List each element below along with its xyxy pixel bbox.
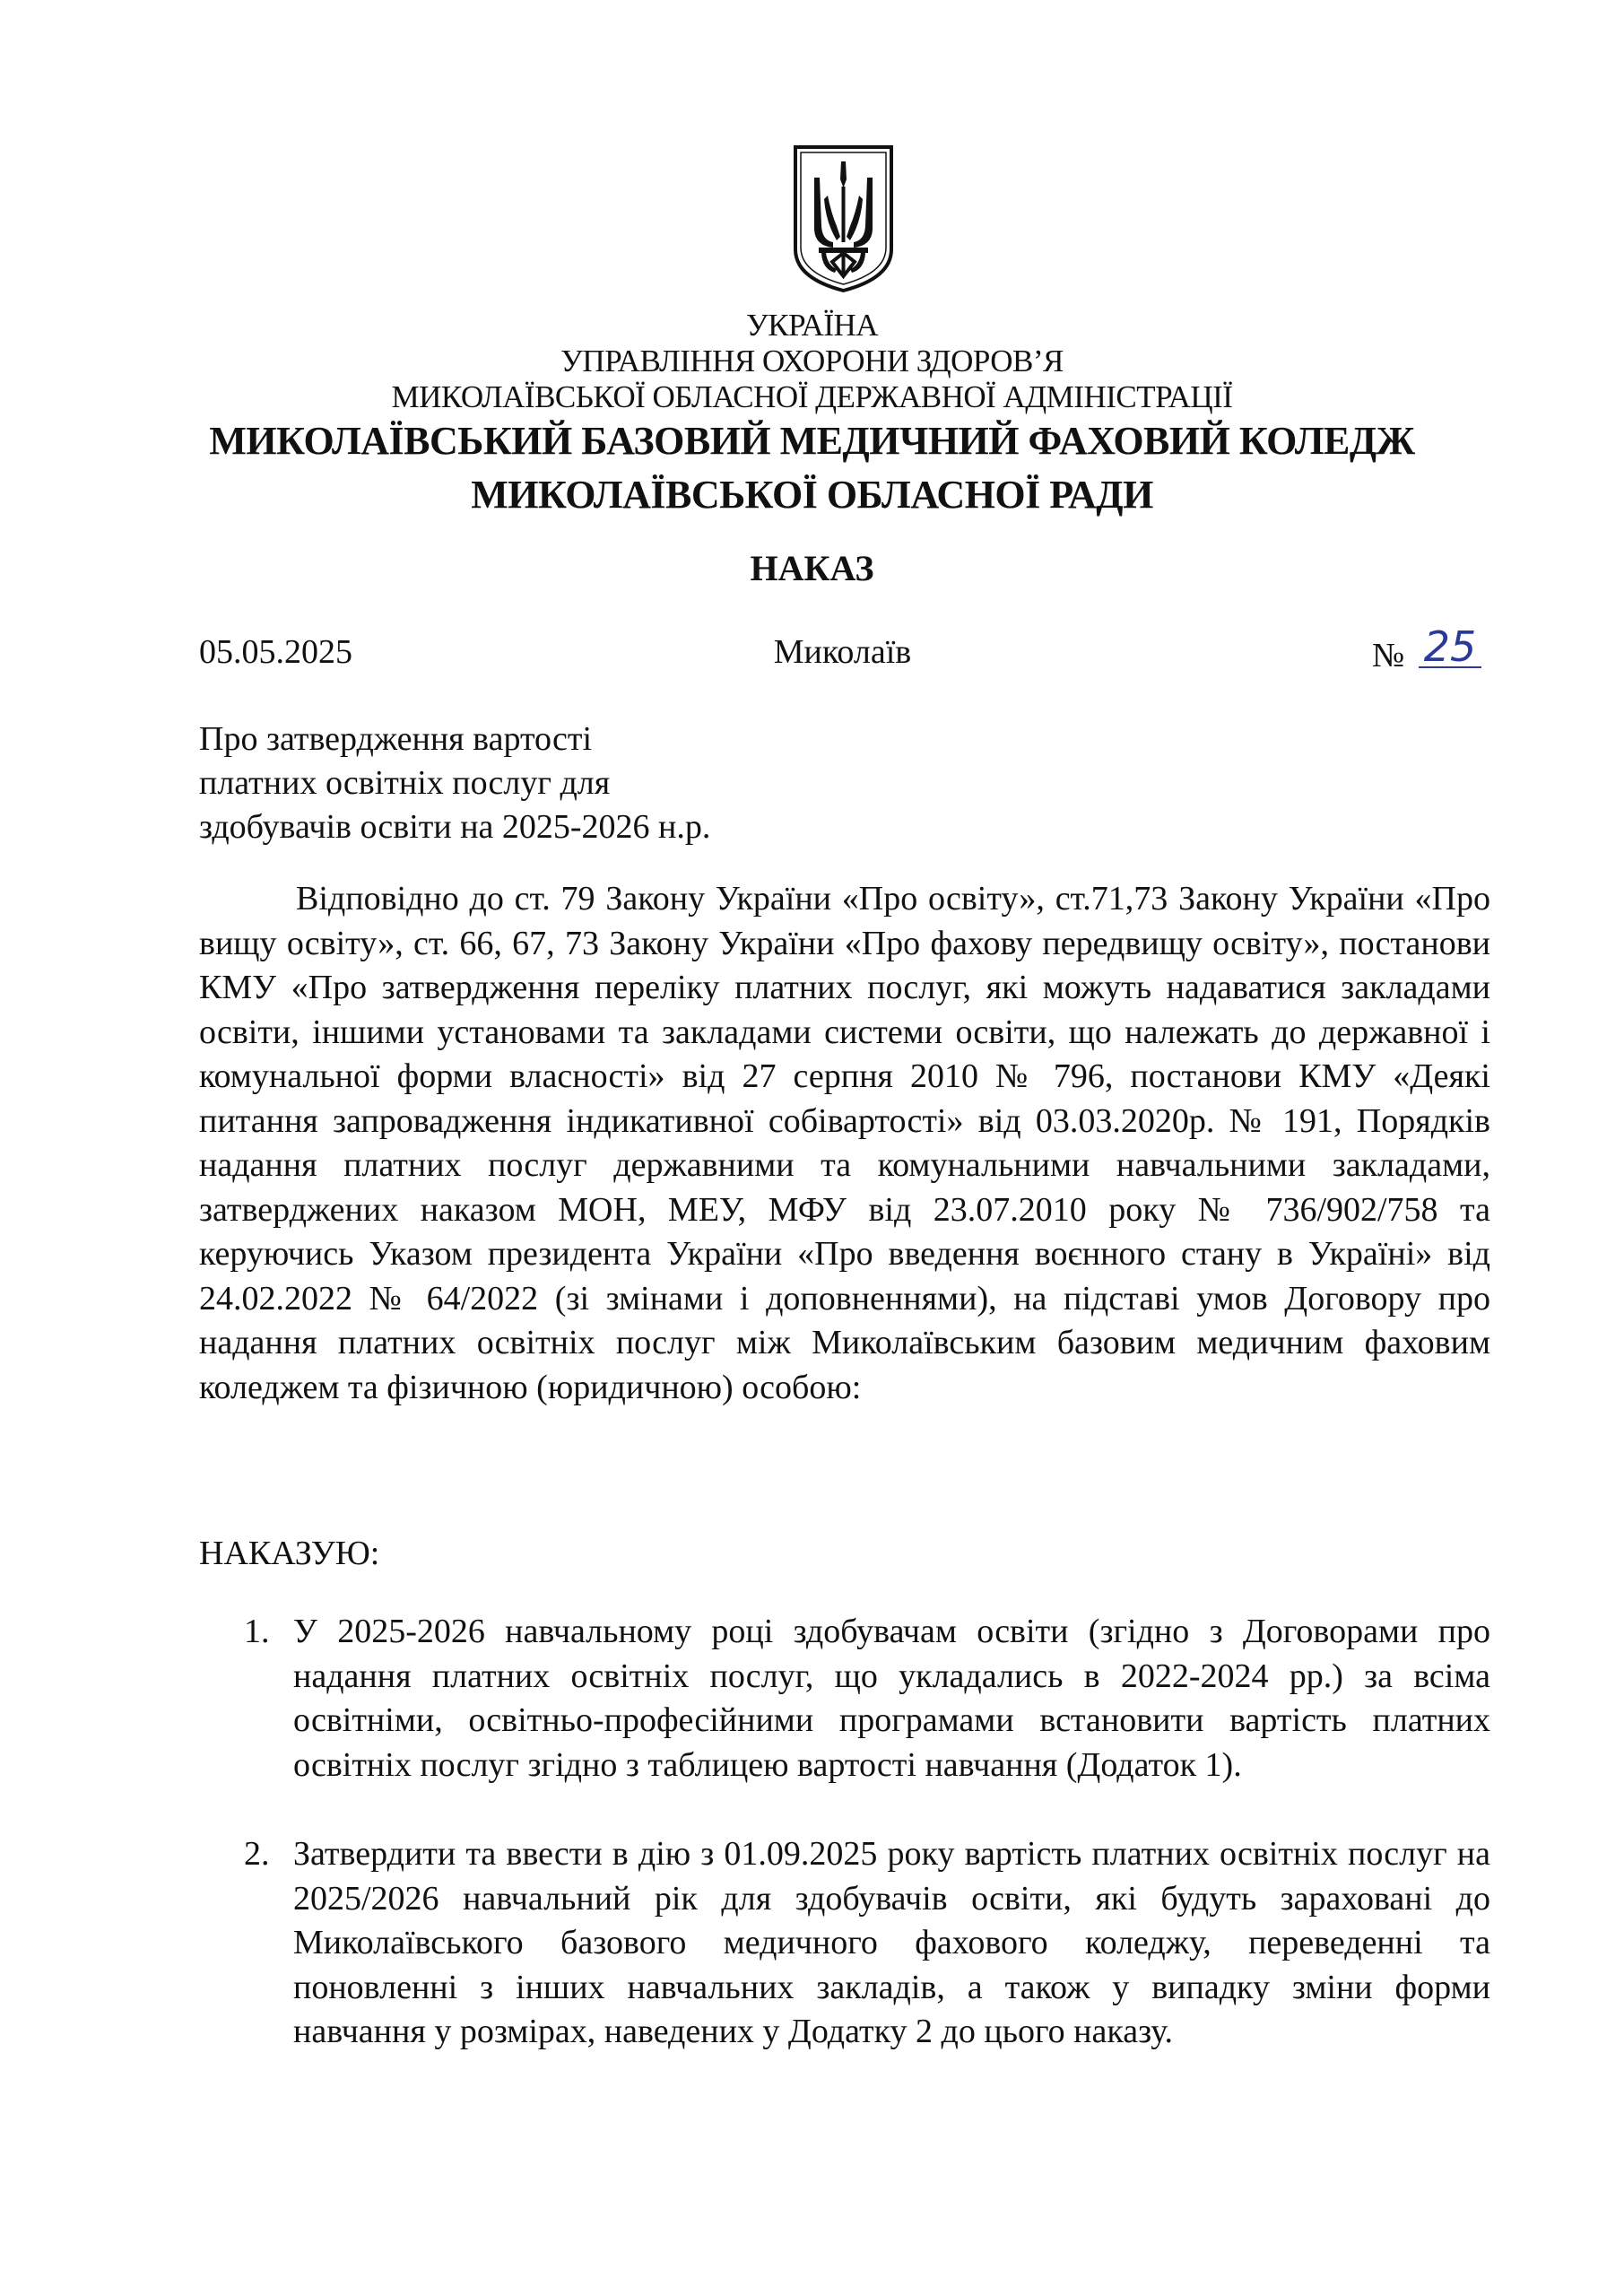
- document-city: Миколаїв: [773, 633, 912, 671]
- subject-line: платних освітніх послуг для: [199, 764, 611, 802]
- subject-line: Про затвердження вартості: [199, 720, 593, 758]
- administration-name: МИКОЛАЇВСЬКОЇ ОБЛАСНОЇ ДЕРЖАВНОЇ АДМІНІСТРАЦІЇ: [391, 379, 1233, 414]
- trident-coat-of-arms-icon: [792, 144, 895, 294]
- document-date: 05.05.2025: [199, 633, 352, 671]
- order-word: НАКАЗУЮ:: [199, 1535, 380, 1572]
- order-item-text: У 2025-2026 навчальному році здобувачам освіти (згідно з Договорами про надання платних освітніх послуг, що укладались в 2022-2024 рр.) за всіма освітніми, освітньо-професійними програмами встановити вартість платних освітніх послуг згідно з таблицею вартості навчання (Додаток 1).: [293, 1613, 1490, 1784]
- institution-name-line1: МИКОЛАЇВСЬКИЙ БАЗОВИЙ МЕДИЧНИЙ ФАХОВИЙ КОЛЕДЖ: [209, 419, 1415, 463]
- order-items: [199, 1610, 1490, 2100]
- document-number: [1372, 622, 1481, 675]
- institution-name-line2: МИКОЛАЇВСЬКОЇ ОБЛАСНОЇ РАДИ: [471, 473, 1153, 517]
- header-country: [0, 309, 1624, 342]
- subject-line: здобувачів освіти на 2025-2026 н.р.: [199, 808, 711, 846]
- order-item-number: 2.: [244, 1835, 270, 1873]
- number-label: №: [1372, 637, 1405, 674]
- document-subject: [199, 718, 710, 849]
- order-item: [199, 1610, 1490, 1787]
- department-name: УПРАВЛІННЯ ОХОРОНИ ЗДОРОВ’Я: [560, 344, 1064, 378]
- handwritten-number: 25: [1419, 627, 1482, 668]
- country-name: УКРАЇНА: [745, 308, 879, 343]
- order-item: [199, 1832, 1490, 2055]
- order-item-number: 1.: [244, 1613, 270, 1650]
- header-administration: [0, 381, 1624, 413]
- preamble: [199, 877, 1490, 1410]
- order-item-text: Затвердити та ввести в дію з 01.09.2025 року вартість платних освітніх послуг на 2025/2026 навчальний рік для здобувачів освіти, які будуть зараховані до Миколаївського базового медичного фахового коледжу, переведенні та поновленні з інших навчальних закладів, а також у випадку зміни форми навчання у розмірах, наведених у Додатку 2 до цього наказу.: [293, 1835, 1490, 2050]
- header-department: [0, 345, 1624, 378]
- preamble-paragraph: Відповідно до ст. 79 Закону України «Про освіту», ст.71,73 Закону України «Про вищу освіту», ст. 66, 67, 73 Закону України «Про фахову передвищу освіту», постанови КМУ «Про затвердження переліку платних послуг, які можуть надаватися закладами освіти, іншими установами та закладами системи освіти, що належать до державної і комунальної форми власності» від 27 серпня 2010 № 796, постанови КМУ «Деякі питання запровадження індикативної собівартості» від 03.03.2020р. № 191, Порядків надання платних послуг державними та комунальними навчальними закладами, затверджених наказом МОН, МЕУ, МФУ від 23.07.2010 року № 736/902/758 та керуючись Указом президента України «Про введення воєнного стану в Україні» від 24.02.2022 № 64/2022 (зі змінами і доповненнями), на підставі умов Договору про надання платних освітніх послуг між Миколаївським базовим медичним фаховим коледжем та фізичною (юридичною) особою:: [199, 880, 1490, 1406]
- header-institution: [0, 414, 1624, 522]
- document-title: НАКАЗ: [750, 548, 874, 588]
